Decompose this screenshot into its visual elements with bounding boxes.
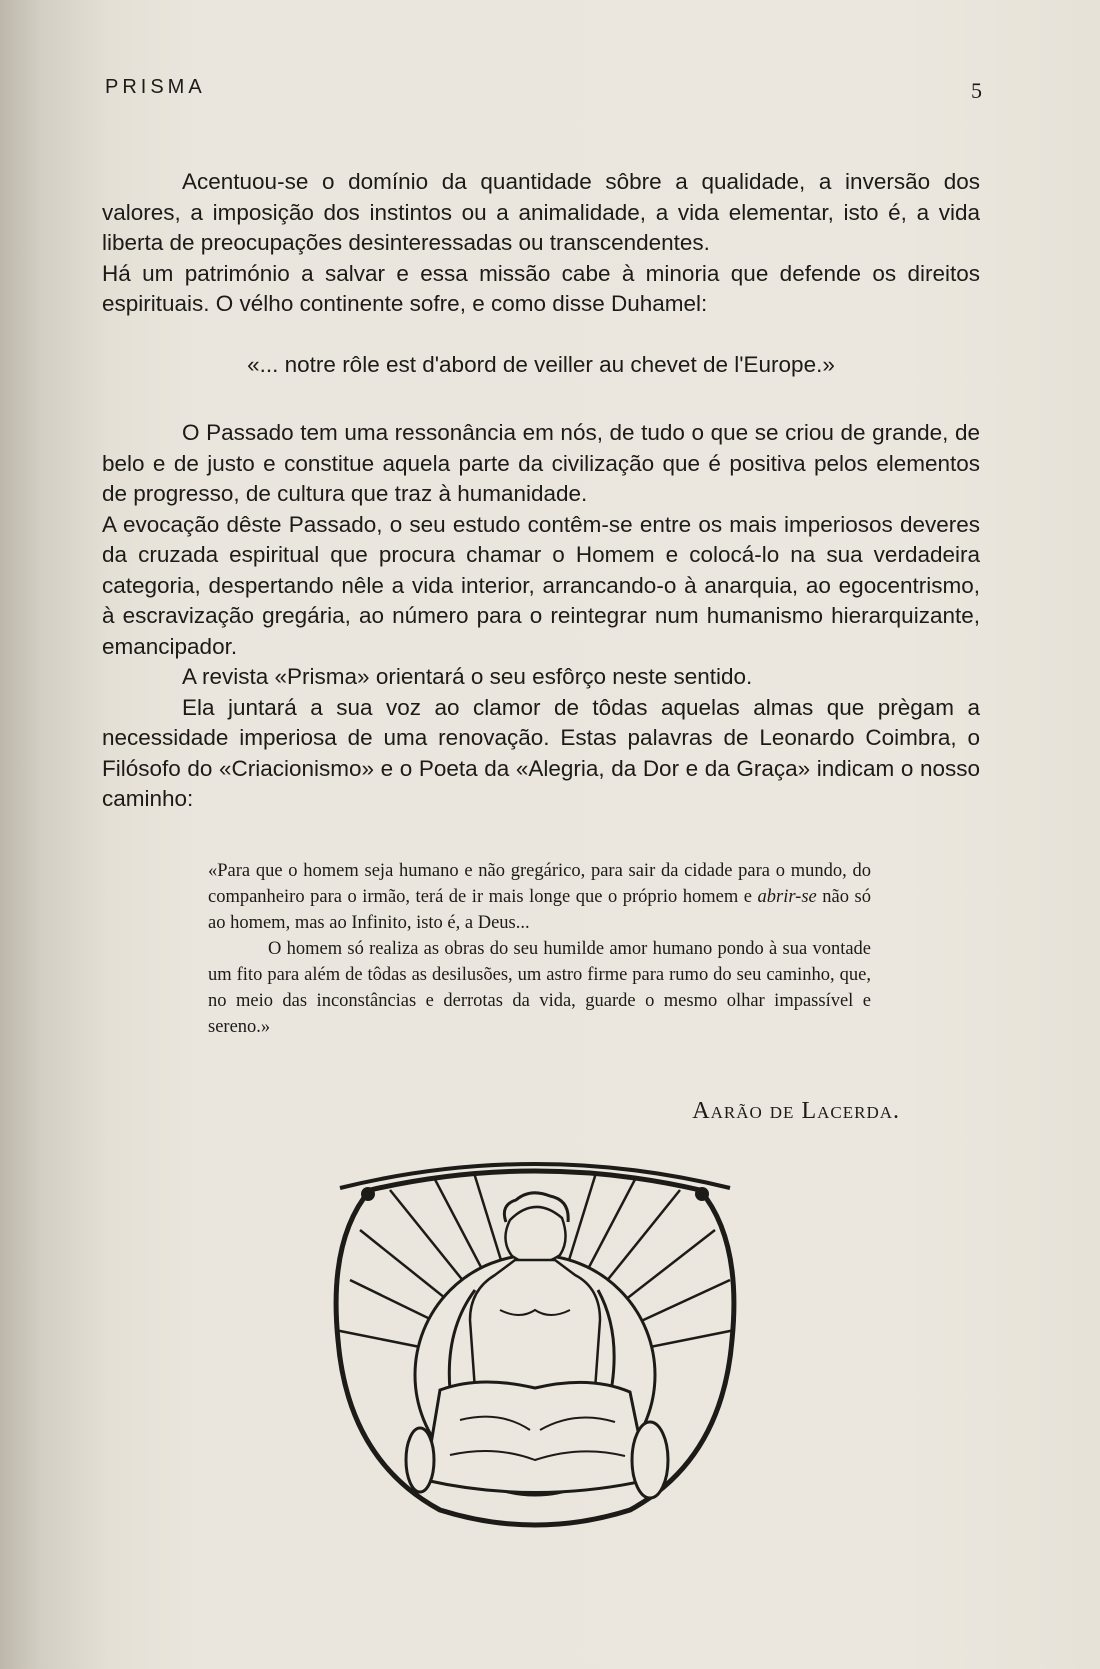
body-block-1 <box>102 167 980 320</box>
citation-emphasis: abrir-se <box>757 887 817 907</box>
author-signature: Aarão de Lacerda. <box>692 1098 900 1124</box>
paragraph: Acentuou-se o domínio da quantidade sôbre a qualidade, a inversão dos valores, a imposição dos instintos ou a animalidade, a vida elementar, isto é, a vida liberta de preocupações desinteressadas ou transcendentes. <box>102 169 980 255</box>
paragraph: Ela juntará a sua voz ao clamor de tôdas aquelas almas que prègam a necessidade imperiosa de uma renovação. Estas palavras de Leonardo Coimbra, o Filósofo do «Criacionismo» e o Poeta da «Alegria, da Dor e da Graça» indicam o nosso caminho: <box>102 694 980 811</box>
page-number: 5 <box>971 78 982 103</box>
citation-paragraph-1 <box>208 858 871 936</box>
citation-text: não só ao homem, mas ao Infinito, isto é, a Deus... <box>208 887 871 933</box>
duhamel-quote: «... notre rôle est d'abord de veiller au chevet de l'Europe.» <box>247 352 835 377</box>
leonardo-coimbra-citation <box>208 858 871 1040</box>
running-head: PRISMA <box>105 76 206 98</box>
paragraph: O Passado tem uma ressonância em nós, de tudo o que se criou de grande, de belo e de justo e constitue aquela parte da civilização que é positiva pelos elementos de progresso, de cultura que traz à humanidade. <box>102 420 980 506</box>
seated-figure-vignette-icon <box>330 1160 740 1530</box>
citation-paragraph-2: O homem só realiza as obras do seu humilde amor humano pondo à sua vontade um fito para além de tôdas as desilusões, um astro firme para rumo do seu caminho, que, no meio das inconstâncias e derrotas da vida, guarde o mesmo olhar impassível e sereno.» <box>208 939 871 1037</box>
paragraph: A evocação dêste Passado, o seu estudo contêm-se entre os mais imperiosos deveres da cruzada espiritual que procura chamar o Homem e colocá-lo na sua verdadeira categoria, despertando nêle a vida interior, arrancando-o à anarquia, ao egocentrismo, à escravização gregária, ao número para o reintegrar num humanismo hierarquizante, emancipador. <box>102 511 980 659</box>
paragraph: Há um património a salvar e essa missão cabe à minoria que defende os direitos espirituais. O vélho continente sofre, e como disse Duhamel: <box>102 260 980 316</box>
citation-text: «Para que o homem seja humano e não gregárico, para sair da cidade para o mundo, do companheiro para o irmão, terá de ir mais longe que o próprio homem e <box>208 861 871 907</box>
body-block-2 <box>102 418 980 815</box>
paragraph: A revista «Prisma» orientará o seu esfôrço neste sentido. <box>182 664 753 689</box>
